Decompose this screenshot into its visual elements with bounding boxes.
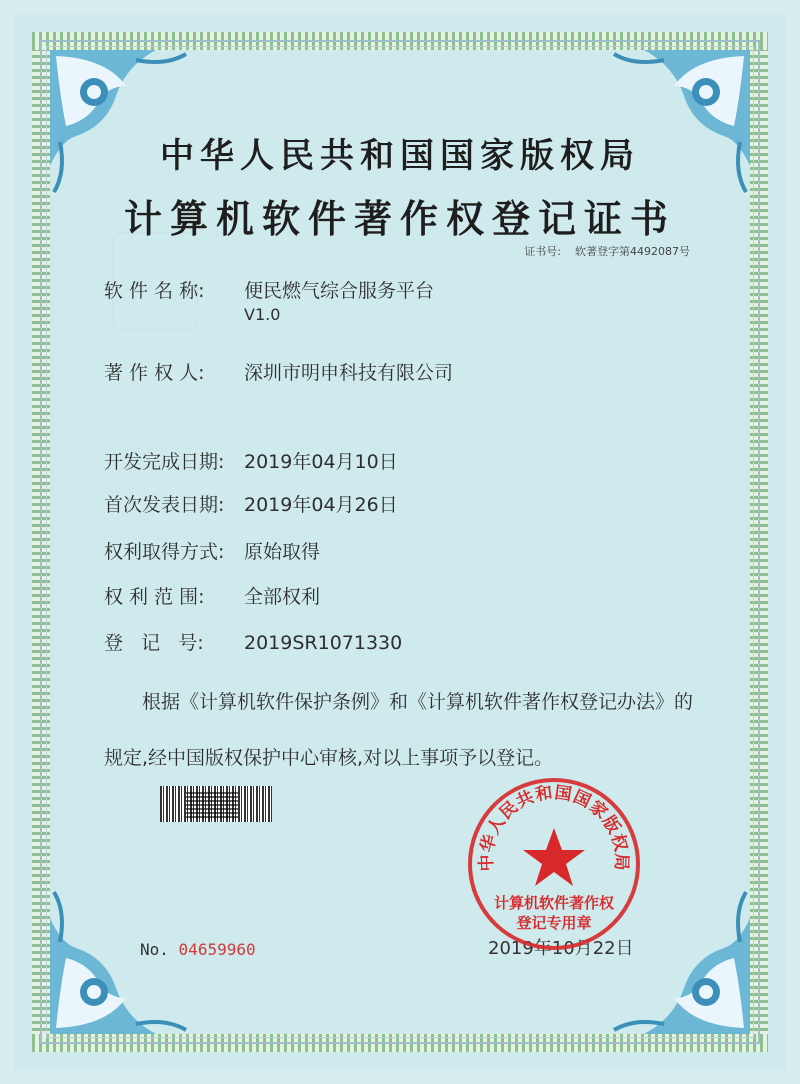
issue-date: 2019年10月22日 [488, 938, 634, 959]
field-label: 权利取得方式: [104, 541, 225, 563]
certificate-number-value: 软著登字第4492087号 [575, 245, 690, 258]
field-value: 深圳市明申科技有限公司 [244, 362, 454, 384]
qr-code-icon [186, 790, 238, 818]
field-development-date [104, 447, 398, 474]
certificate-number [524, 243, 690, 259]
field-label: 软 件 名 称: [104, 280, 205, 302]
field-value: 全部权利 [244, 586, 321, 608]
issuing-authority: 中华人民共和国国家版权局 [160, 136, 640, 176]
seal-star-icon [523, 828, 585, 886]
certificate-number-label: 证书号: [524, 245, 561, 258]
field-value: 2019年04月10日 [244, 451, 398, 473]
field-acquisition-method [104, 537, 320, 564]
field-value: 原始取得 [244, 541, 321, 563]
statement-line-1: 根据《计算机软件保护条例》和《计算机软件著作权登记办法》的 [142, 691, 694, 713]
field-copyright-owner [104, 358, 453, 385]
field-label: 开发完成日期: [104, 451, 225, 473]
field-value: 2019年04月26日 [244, 494, 398, 516]
field-label: 权 利 范 围: [104, 586, 205, 608]
field-label: 登 记 号: [104, 632, 204, 654]
corner-ornament-bottom-left [46, 888, 196, 1038]
seal-line-2: 登记专用章 [516, 914, 592, 932]
field-label: 著 作 权 人: [104, 362, 205, 384]
serial-number-value: 04659960 [178, 940, 256, 959]
field-label: 首次发表日期: [104, 494, 225, 516]
field-version: V1.0 [244, 305, 281, 324]
serial-number [140, 940, 256, 959]
field-value: 2019SR1071330 [244, 632, 403, 654]
barcode-icon [160, 786, 272, 822]
seal-line-1: 计算机软件著作权 [493, 894, 615, 912]
field-publication-date [104, 490, 398, 517]
statement-line-2: 规定,经中国版权保护中心审核,对以上事项予以登记。 [104, 747, 554, 769]
seal-ring-text: 中华人民共和国国家版权局 [476, 782, 632, 872]
certificate-title: 计算机软件著作权登记证书 [123, 196, 676, 241]
field-value: 便民燃气综合服务平台 [244, 280, 435, 302]
field-registration-number [104, 628, 402, 655]
serial-prefix: No. [140, 940, 169, 959]
field-software-name [104, 276, 434, 324]
official-seal-stamp [466, 776, 642, 952]
field-rights-scope [104, 582, 320, 609]
